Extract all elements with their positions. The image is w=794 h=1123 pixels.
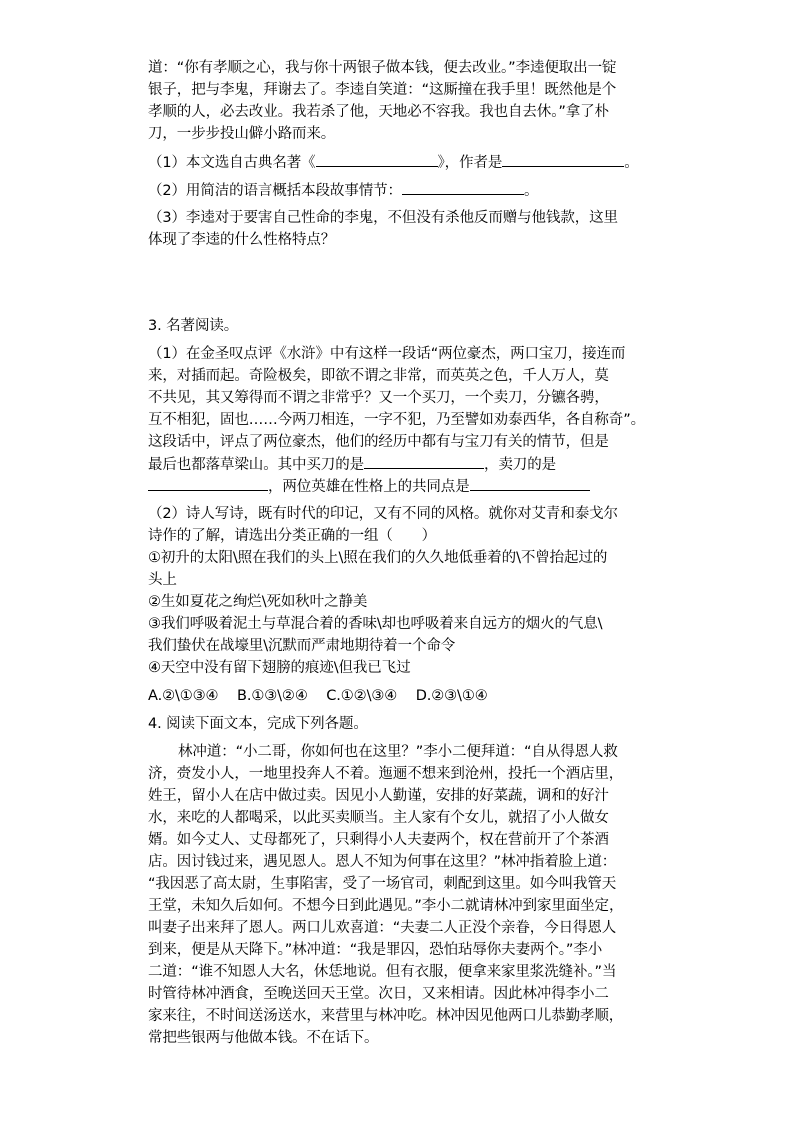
story1-line-2: 银子，把与李鬼，拜谢去了。李逵自笑道：“这厮撞在我手里！既然他是个 <box>148 82 617 98</box>
answer-blank-summary[interactable] <box>402 180 524 195</box>
story1-line-4: 刀，一步步投山僻小路而来。 <box>148 126 336 142</box>
story1-line-3: 孝顺的人，必去改业。我若杀了他，天地必不容我。我也自去休。”拿了朴 <box>148 104 609 120</box>
q3-part2-line-8: ④天空中没有留下翅膀的痕迹\但我已飞过 <box>148 660 411 676</box>
q3-part2-line-5: ②生如夏花之绚烂\死如秋叶之静美 <box>148 594 368 610</box>
q3-part1-line-6: 最后也都落草梁山。其中买刀的是 ，卖刀的是 <box>148 454 556 475</box>
q3-part2-line-3: ①初升的太阳\照在我们的头上\照在我们的久久地低垂着的\不曾抬起过的 <box>148 550 608 566</box>
q4-story-line-9: 叫妻子出来拜了恩人。两口儿欢喜道：“夫妻二人正没个亲眷，今日得恩人 <box>148 920 617 936</box>
q3-part2-line-7: 我们蛰伏在战壕里\沉默而严肃地期待着一个命令 <box>148 638 456 654</box>
option-c[interactable]: C.①②\③④ <box>326 688 398 704</box>
q3-part1-line-2: 来，对插而起。奇险极矣，即欲不谓之非常，而英英之色，千人万人，莫 <box>148 368 609 384</box>
q4-heading: 4. 阅读下面文本，完成下列各题。 <box>148 716 368 732</box>
q3-part2-line-4: 头上 <box>148 572 177 588</box>
q3-part2-line-1: （2）诗人写诗，既有时代的印记，又有不同的风格。就你对艾青和泰戈尔 <box>148 506 618 522</box>
option-a[interactable]: A.②\①③④ <box>148 688 219 704</box>
q4-story-line-3: 姓王，留小人在店中做过卖。因见小人勤谨，安排的好菜蔬，调和的好汁 <box>148 788 609 804</box>
q4-story-line-11: 二道：“谁不知恩人大名，休恁地说。但有衣服，便拿来家里浆洗缝补。”当 <box>148 964 617 980</box>
q4-story-line-1: 林冲道：“小二哥，你如何也在这里？”李小二便拜道：“自从得恩人救 <box>178 744 618 760</box>
q3-part1-line-1: （1）在金圣叹点评《水浒》中有这样一段话“两位豪杰，两口宝刀，接连而 <box>148 346 626 362</box>
q4-story-line-8: 王堂，未知久后如何。不想今日到此遇见。”李小二就请林冲到家里面坐定， <box>148 898 624 914</box>
option-b[interactable]: B.①③\②④ <box>236 688 308 704</box>
story1-line-1: 道：“你有孝顺之心，我与你十两银子做本钱，便去改业。”李逵便取出一锭 <box>148 60 617 76</box>
q3-part1-line-4: 互不相犯，固也……今两刀相连，一字不犯，乃至譬如劝泰西华，各自称奇”。 <box>148 412 646 428</box>
q2-item-3-line-2: 体现了李逵的什么性格特点？ <box>148 232 336 248</box>
q2-item-1: （1）本文选自古典名著《 》，作者是 。 <box>148 152 639 173</box>
q4-story-line-4: 水，来吃的人都喝采，以此买卖顺当。主人家有个女儿，就招了小人做女 <box>148 810 609 826</box>
q4-story-line-6: 店。因讨钱过来，遇见恩人。恩人不知为何事在这里？”林冲指着脸上道： <box>148 854 617 870</box>
q4-story-line-7: “我因恶了高太尉，生事陷害，受了一场官司，刺配到这里。如今叫我管天 <box>148 876 617 892</box>
q3-heading: 3. 名著阅读。 <box>148 318 239 334</box>
q3-part1-line-5: 这段话中，评点了两位豪杰，他们的经历中都有与宝刀有关的情节，但是 <box>148 434 609 450</box>
q2-item-2: （2）用简洁的语言概括本段故事情节： 。 <box>148 180 538 201</box>
q4-story-line-13: 家来往，不时间送汤送水，来营里与林冲吃。林冲因见他两口儿恭勤孝顺， <box>148 1008 624 1024</box>
answer-blank-author[interactable] <box>502 152 624 167</box>
q2-item-3-line-1: （3）李逵对于要害自己性命的李鬼，不但没有杀他反而赠与他钱款，这里 <box>148 210 618 226</box>
answer-blank-book[interactable] <box>316 152 438 167</box>
q3-part2-line-2: 诗作的了解，请选出分类正确的一组（ ） <box>148 528 436 544</box>
answer-blank-buyer[interactable] <box>364 454 484 469</box>
answer-blank-seller[interactable] <box>148 476 268 491</box>
q4-story-line-14: 常把些银两与他做本钱。不在话下。 <box>148 1030 379 1046</box>
q4-story-line-10: 到来，便是从天降下。”林冲道：“我是罪囚，恐怕玷辱你夫妻两个。”李小 <box>148 942 603 958</box>
q3-options <box>148 686 488 706</box>
q3-part2-line-6: ③我们呼吸着泥土与草混合着的香味\却也呼吸着来自远方的烟火的气息\ <box>148 616 603 632</box>
q3-part1-line-7: ，两位英雄在性格上的共同点是 <box>148 476 590 497</box>
q4-story-line-2: 济，赍发小人，一地里投奔人不着。迤逦不想来到沧州，投托一个酒店里， <box>148 766 624 782</box>
option-d[interactable]: D.②③\①④ <box>415 688 488 704</box>
q4-story-line-5: 婿。如今丈人、丈母都死了，只剩得小人夫妻两个，权在营前开了个茶酒 <box>148 832 609 848</box>
q3-part1-line-3: 不共见，其又筹得而不谓之非常乎？又一个买刀，一个卖刀，分镳各骋， <box>148 390 609 406</box>
answer-blank-trait[interactable] <box>470 476 590 491</box>
q4-story-line-12: 时管待林冲酒食，至晚送回天王堂。次日，又来相请。因此林冲得李小二 <box>148 986 609 1002</box>
